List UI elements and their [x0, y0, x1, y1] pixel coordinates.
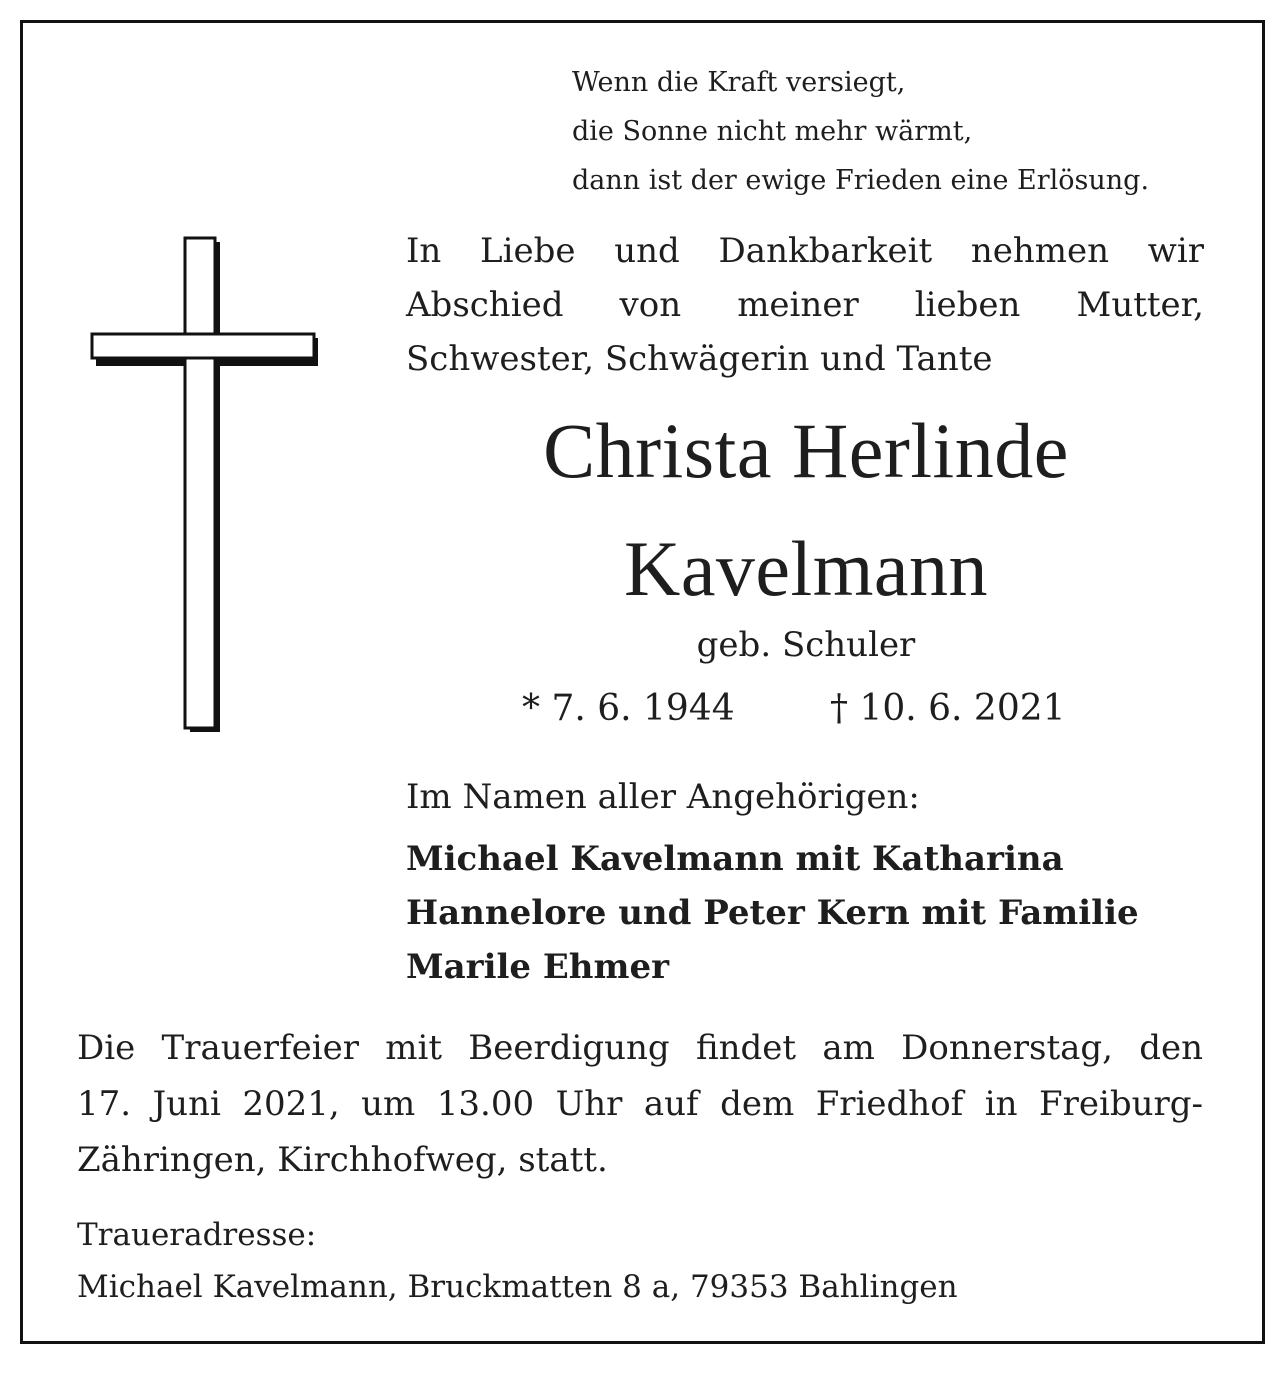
funeral-line: Die Trauerfeier mit Beerdigung findet am Donnerstag, den	[77, 1028, 1203, 1068]
mourners-intro: Im Namen aller Angehörigen:	[406, 777, 920, 817]
intro-line: Schwester, Schwägerin und Tante	[406, 339, 993, 379]
funeral-line: Zähringen, Kirchhofweg, statt.	[77, 1140, 608, 1180]
deceased-surname: Kavelmann	[623, 525, 989, 612]
death-date: † 10. 6. 2021	[830, 688, 1066, 729]
poem-line: dann ist der ewige Frieden eine Erlösung.	[572, 165, 1150, 196]
address-value: Michael Kavelmann, Bruckmatten 8 a, 79353 Bahlingen	[77, 1269, 958, 1305]
poem-line: Wenn die Kraft versiegt,	[572, 67, 906, 98]
poem-line: die Sonne nicht mehr wärmt,	[572, 116, 973, 147]
deceased-first-names: Christa Herlinde	[543, 407, 1069, 494]
birth-date: * 7. 6. 1944	[522, 688, 735, 729]
poem	[572, 58, 1149, 205]
intro-text	[406, 224, 1204, 386]
mourner-name: Michael Kavelmann mit Katharina	[406, 839, 1064, 879]
intro-line: Abschied von meiner lieben Mutter,	[406, 285, 1204, 325]
cross-icon	[88, 236, 324, 736]
mourner-name: Hannelore und Peter Kern mit Familie	[406, 893, 1139, 933]
mourner-name: Marile Ehmer	[406, 947, 670, 987]
funeral-line: 17. Juni 2021, um 13.00 Uhr auf dem Friedhof in Freiburg-	[77, 1084, 1203, 1124]
deceased-birth-name: geb. Schuler	[696, 625, 916, 665]
intro-line: In Liebe und Dankbarkeit nehmen wir	[406, 231, 1204, 271]
address-label: Traueradresse:	[77, 1217, 317, 1253]
funeral-notice	[77, 1020, 1203, 1188]
mourners-list	[406, 832, 1139, 994]
